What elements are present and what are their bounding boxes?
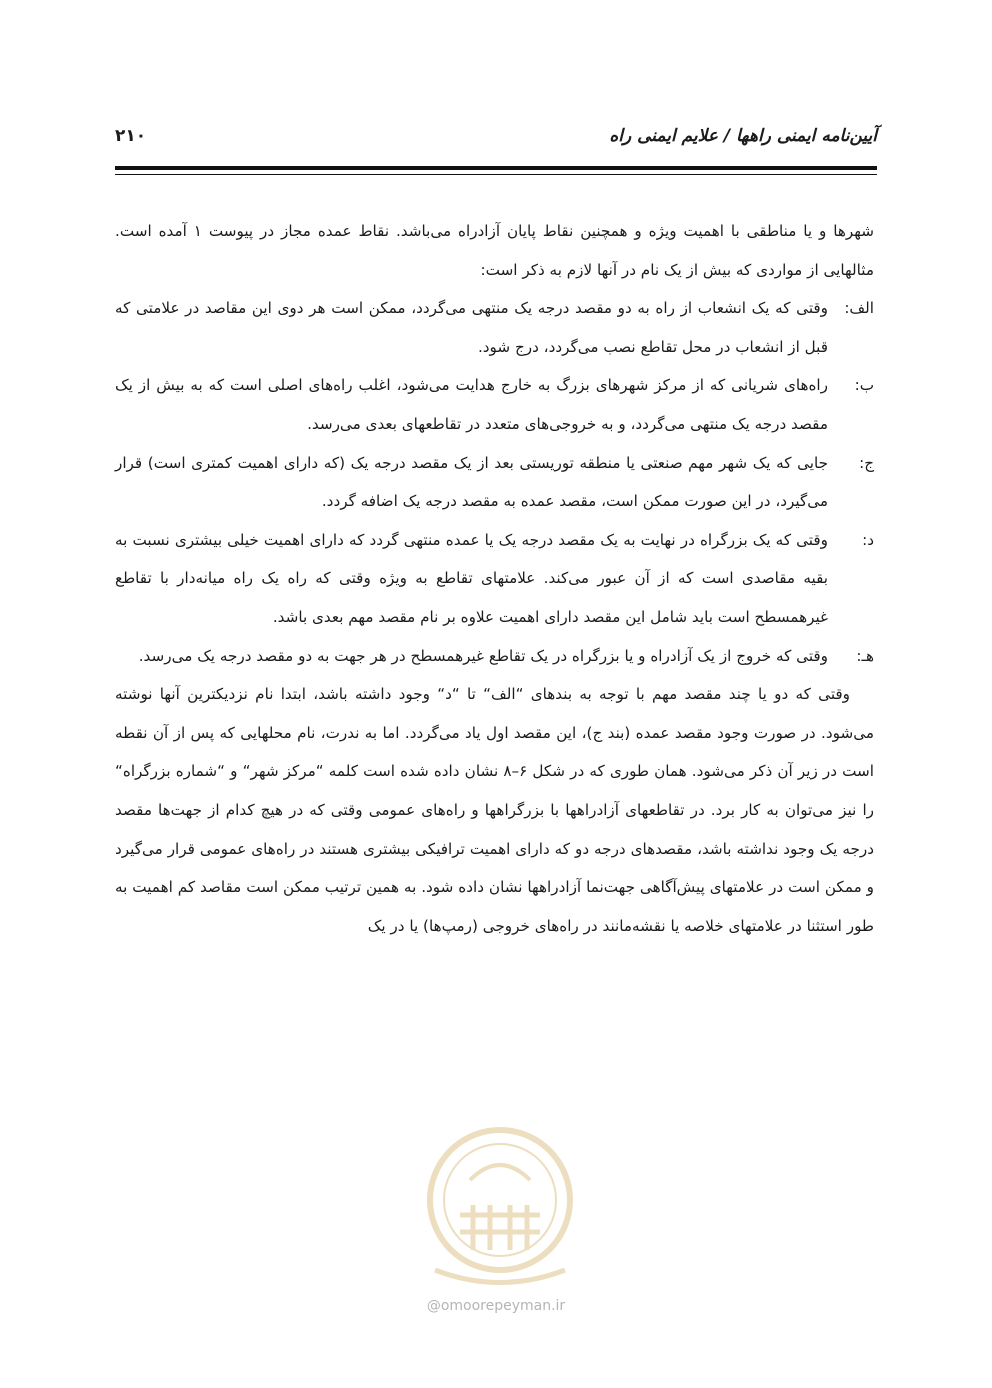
- closing-paragraph: وقتی که دو یا چند مقصد مهم با توجه به بندهای “الف“ تا “د“ وجود داشته باشد، ابتدا نام نزدیکترین آنها نوشته می‌شود. در صورت وجود مقصد عمده (بند ج)، این مقصد اول یاد می‌گردد. اما به ندرت، نام محلهایی که پس از آن نقطه است در زیر آن ذکر می‌شود. همان طوری که در شکل ۶–۸ نشان داده شده است کلمه “مرکز شهر“ و “شماره بزرگراه“ را نیز می‌توان به کار برد. در تقاطعهای آزادراهها با بزرگراهها و راه‌های عمومی وقتی که در هیچ کدام از جهت‌ها مقصد درجه یک وجود نداشته باشد، مقصدهای درجه دو که دارای اهمیت ترافیکی بیشتری هستند در راه‌های عمومی قرار می‌گیرد و ممکن است در علامتهای پیش‌آگاهی جهت‌نما آزادراهها نشان داده شود. به همین ترتیب ممکن است مقاصد کم اهمیت به طور استثنا در علامتهای خلاصه یا نقشه‌مانند در راه‌های خروجی (رمپ‌ها) یا در یک: [115, 685, 875, 935]
- list-item-text: جایی که یک شهر مهم صنعتی یا منطقه توریستی بعد از یک مقصد درجه یک (که دارای اهمیت کمتری است) قرار می‌گیرد، در این صورت ممکن است، مقصد عمده به مقصد درجه یک اضافه گردد.: [115, 453, 828, 511]
- running-title: آیین‌نامه ایمنی راهها / علایم ایمنی راه: [609, 126, 877, 146]
- watermark-text: @omoorepeyman.ir: [426, 1298, 566, 1314]
- list-marker: ج:: [859, 453, 874, 472]
- header-rule-thick: [115, 166, 877, 170]
- list-marker: الف:: [844, 299, 874, 318]
- list-item: [115, 289, 874, 366]
- list-item: [115, 521, 874, 637]
- list-item-text: وقتی که یک انشعاب از راه به دو مقصد درجه یک منتهی می‌گردد، ممکن است هر دوی این مقاصد در علامتی که قبل از انشعاب در محل تقاطع نصب می‌گردد، درج شود.: [115, 299, 828, 356]
- page-header: [115, 126, 877, 156]
- list-item-text: راه‌های شریانی که از مرکز شهرهای بزرگ به خارج هدایت می‌شود، اغلب راه‌های اصلی است که به بیش از یک مقصد درجه یک منتهی می‌گردد، و به خروجی‌های متعدد در تقاطعهای بعدی می‌رسد.: [115, 376, 828, 433]
- header-rule-thin: [115, 174, 877, 175]
- list-item: [115, 637, 874, 676]
- list-item: [115, 366, 874, 443]
- intro-paragraph: شهرها و یا مناطقی با اهمیت ویژه و همچنین نقاط پایان آزادراه می‌باشد. نقاط عمده مجاز در پیوست ۱ آمده است. مثالهایی از مواردی که بیش از یک نام در آنها لازم به ذکر است:: [115, 222, 875, 279]
- list-marker: د:: [862, 530, 874, 549]
- list-marker: ب:: [854, 376, 874, 395]
- list-item-text: وقتی که خروج از یک آزادراه و یا بزرگراه در یک تقاطع غیرهمسطح در هر جهت به دو مقصد درجه یک می‌رسد.: [138, 646, 828, 665]
- page-number: ۲۱۰: [115, 126, 147, 146]
- list-item: [115, 444, 874, 521]
- list-item-text: وقتی که یک بزرگراه در نهایت به یک مقصد درجه یک یا عمده منتهی گردد که دارای اهمیت خیلی بیشتری نسبت به بقیه مقاصدی است که از آن عبور می‌کند. علامتهای تقاطع به ویژه وقتی که راه یک راه میانه‌دار با تقاطع غیرهمسطح است باید شامل این مقصد دارای اهمیت علاوه بر نام مقصد مهم بعدی باشد.: [115, 530, 828, 626]
- watermark-emblem-icon: [415, 1120, 585, 1295]
- list-marker: هـ:: [856, 646, 874, 665]
- body-text: [115, 212, 874, 945]
